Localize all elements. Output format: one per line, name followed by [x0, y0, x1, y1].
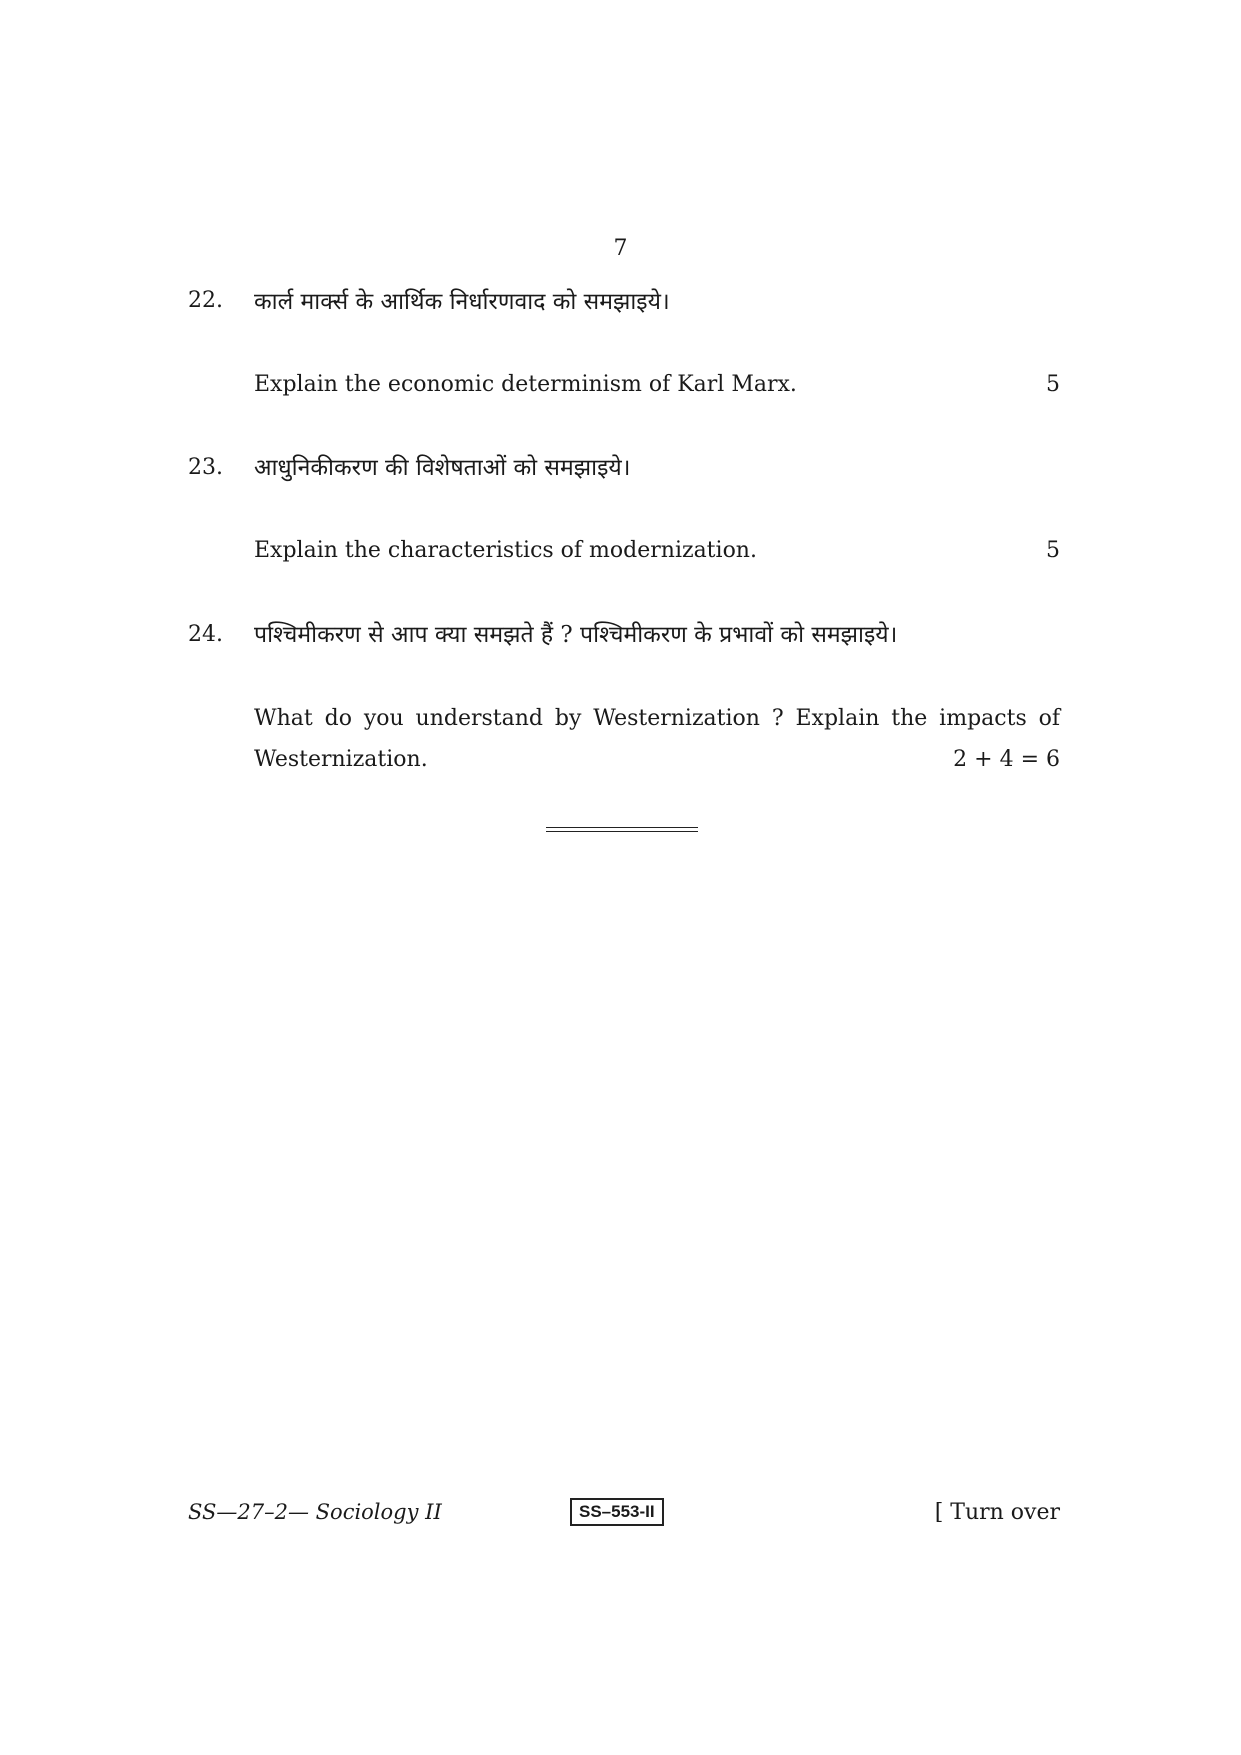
question-23-hindi: आधुनिकीकरण की विशेषताओं को समझाइये।: [254, 455, 631, 481]
end-double-rule: [546, 827, 698, 832]
footer-subject: SS—27–2— Sociology II: [188, 1500, 442, 1524]
footer-paper-code: SS–553-II: [570, 1498, 664, 1526]
question-24-english-line1: What do you understand by Westernization ? Explain the impacts of: [254, 706, 1060, 731]
question-23-number: 23.: [188, 455, 223, 480]
question-22-number: 22.: [188, 288, 223, 313]
page-number: 7: [613, 236, 628, 261]
question-24-number: 24.: [188, 622, 223, 647]
question-24-hindi: पश्चिमीकरण से आप क्या समझते हैं ? पश्चिमीकरण के प्रभावों को समझाइये।: [254, 622, 898, 648]
footer-turn-over: [ Turn over: [934, 1500, 1060, 1525]
question-23-marks: 5: [1046, 538, 1060, 563]
question-22-english: Explain the economic determinism of Karl Marx.: [254, 372, 797, 397]
question-24-marks: 2 + 4 = 6: [953, 747, 1060, 772]
question-23-english: Explain the characteristics of modernization.: [254, 538, 757, 563]
question-22-hindi: कार्ल मार्क्स के आर्थिक निर्धारणवाद को समझाइये।: [254, 289, 670, 315]
question-24-english-line2: Westernization.: [254, 747, 428, 772]
question-22-marks: 5: [1046, 372, 1060, 397]
